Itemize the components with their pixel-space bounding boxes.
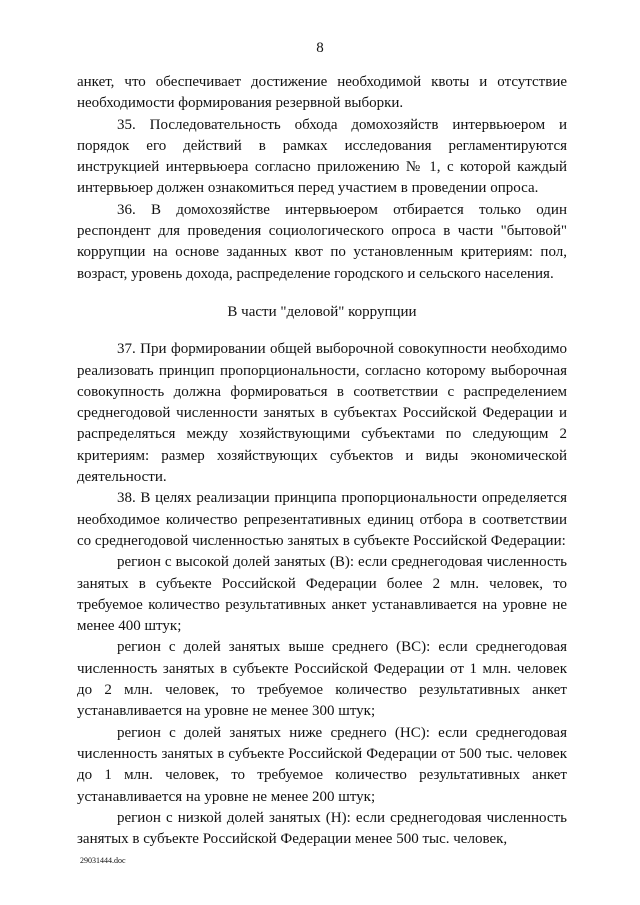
document-body xyxy=(77,72,567,850)
list-item-region-low: регион с низкой долей занятых (Н): если среднегодовая численность занятых в субъекте Российской Федерации менее 500 тыс. человек, xyxy=(77,809,567,848)
paragraph-38: 38. В целях реализации принципа пропорциональности определяется необходимое количество репрезентативных единиц отбора в соответствии со среднегодовой численностью занятых в субъекте Российской Федерации: xyxy=(77,490,567,549)
paragraph-37: 37. При формировании общей выборочной совокупности необходимо реализовать принцип пропорциональности, согласно которому выборочная совокупность должна формироваться в соответствии с распределением среднегодовой численности занятых в субъектах Российской Федерации и распределяться между хозяйствующими субъектами по следующим 2 критериям: размер хозяйствующих субъектов и виды экономической деятельности. xyxy=(77,341,567,486)
paragraph-35: 35. Последовательность обхода домохозяйств интервьюером и порядок его действий в рамках исследования регламентируются инструкцией интервьюера согласно приложению № 1, с которой каждый интервьюер должен ознакомиться перед участием в проведении опроса. xyxy=(77,116,567,197)
section-heading: В части "деловой" коррупции xyxy=(227,303,417,320)
list-item-region-high: регион с высокой долей занятых (В): если среднегодовая численность занятых в субъекте Российской Федерации более 2 млн. человек, то требуемое количество результативных анкет устанавливается на уровне не менее 400 штук; xyxy=(77,554,567,635)
list-item-region-above-average: регион с долей занятых выше среднего (ВС): если среднегодовая численность занятых в субъекте Российской Федерации от 1 млн. человек до 2 млн. человек, то требуемое количество результативных анкет устанавливается на уровне не менее 300 штук; xyxy=(77,639,567,720)
paragraph-continuation: анкет, что обеспечивает достижение необходимой квоты и отсутствие необходимости формирования резервной выборки. xyxy=(77,74,567,112)
file-name-footer: 29031444.doc xyxy=(80,856,126,865)
paragraph-36: 36. В домохозяйстве интервьюером отбирается только один респондент для проведения социологического опроса в части "бытовой" коррупции на основе заданных квот по установленным критериям: пол, возраст, уровень дохода, распределение городского и сельского населения. xyxy=(77,201,567,282)
list-item-region-below-average: регион с долей занятых ниже среднего (НС): если среднегодовая численность занятых в субъекте Российской Федерации от 500 тыс. человек до 1 млн. человек, то требуемое количество результативных анкет устанавливается на уровне не менее 200 штук; xyxy=(77,724,567,805)
page-number: 8 xyxy=(316,40,324,56)
